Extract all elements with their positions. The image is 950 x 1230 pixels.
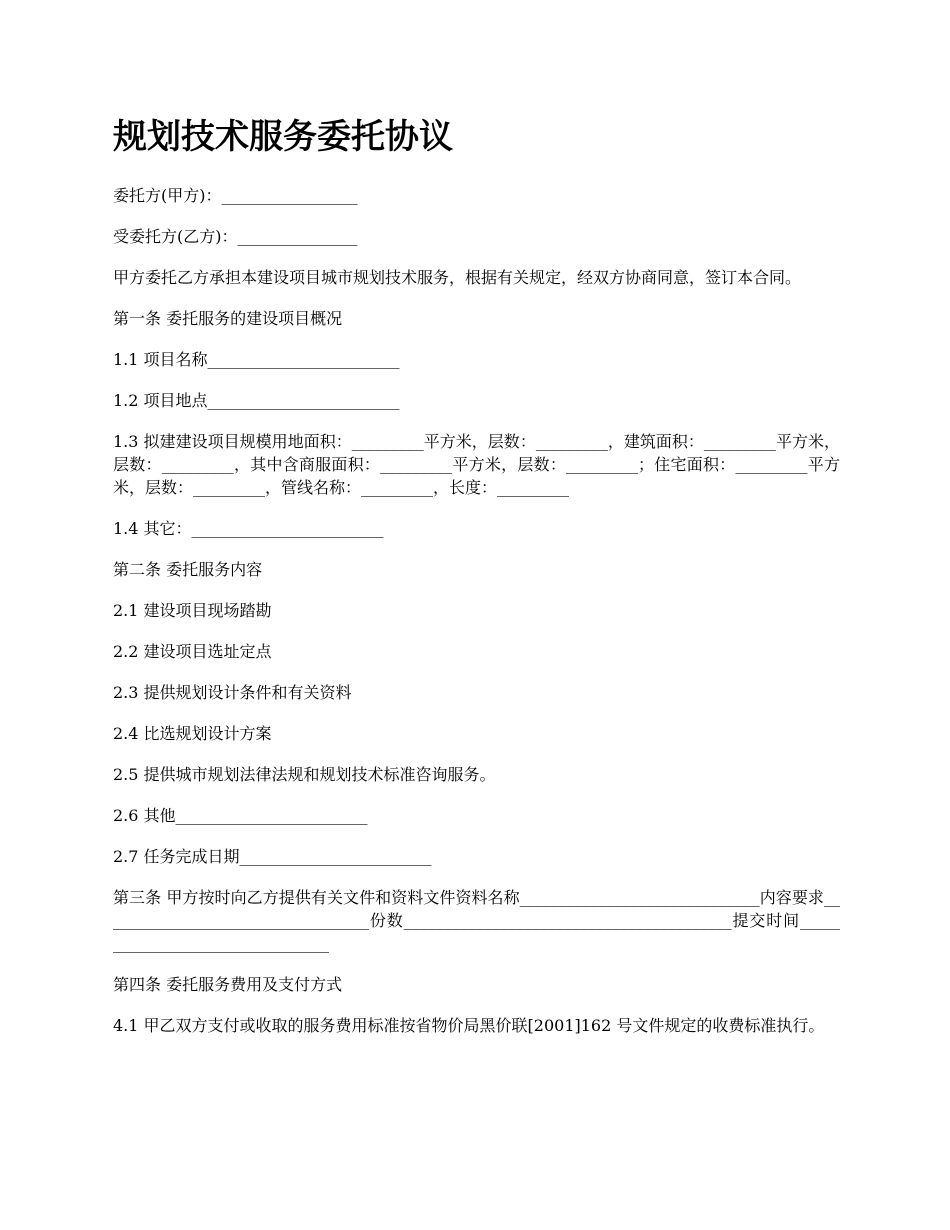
intro-paragraph: 甲方委托乙方承担本建设项目城市规划技术服务，根据有关规定，经双方协商同意，签订本合同。 (113, 268, 802, 287)
document-title: 规划技术服务委托协议 (113, 117, 453, 157)
clause-2-3: 2.3 提供规划设计条件和有关资料 (113, 683, 352, 702)
clause-1-3: 1.3 拟建建设项目规模用地面积：_________平方米，层数：_________，建筑面积：_________平方米，层数：_________，其中含商服面积：_________平方米，层数：_________；住宅面积：_________平方米，层数：_________，管线名称：_________，长度：_________ (113, 432, 840, 497)
clause-2-2: 2.2 建设项目选址定点 (113, 642, 272, 661)
document-page (113, 112, 840, 1055)
party-a-line: 委托方(甲方)：_________________ (113, 186, 358, 205)
clause-4-1: 4.1 甲乙双方支付或收取的服务费用标准按省物价局黑价联[2001]162 号文件规定的收费标准执行。 (113, 1016, 825, 1035)
clause-1-2: 1.2 项目地点________________________ (113, 391, 400, 410)
clause-2-4: 2.4 比选规划设计方案 (113, 724, 272, 743)
clause-1-4: 1.4 其它：________________________ (113, 519, 384, 538)
clause-2-7: 2.7 任务完成日期________________________ (113, 847, 432, 866)
clause-2-6: 2.6 其他________________________ (113, 806, 368, 825)
article-1-heading: 第一条 委托服务的建设项目概况 (113, 309, 343, 328)
clause-2-1: 2.1 建设项目现场踏勘 (113, 601, 272, 620)
clause-1-1: 1.1 项目名称________________________ (113, 350, 400, 369)
clause-2-5: 2.5 提供城市规划法律法规和规划技术标准咨询服务。 (113, 765, 496, 784)
party-b-line: 受委托方(乙方)：_______________ (113, 227, 358, 246)
article-4-heading: 第四条 委托服务费用及支付方式 (113, 975, 343, 994)
article-2-heading: 第二条 委托服务内容 (113, 560, 263, 579)
article-3-paragraph: 第三条 甲方按时向乙方提供有关文件和资料文件资料名称______________________________内容要求__________________________________份数_________________________________________提交时间________________________________ (113, 888, 840, 953)
